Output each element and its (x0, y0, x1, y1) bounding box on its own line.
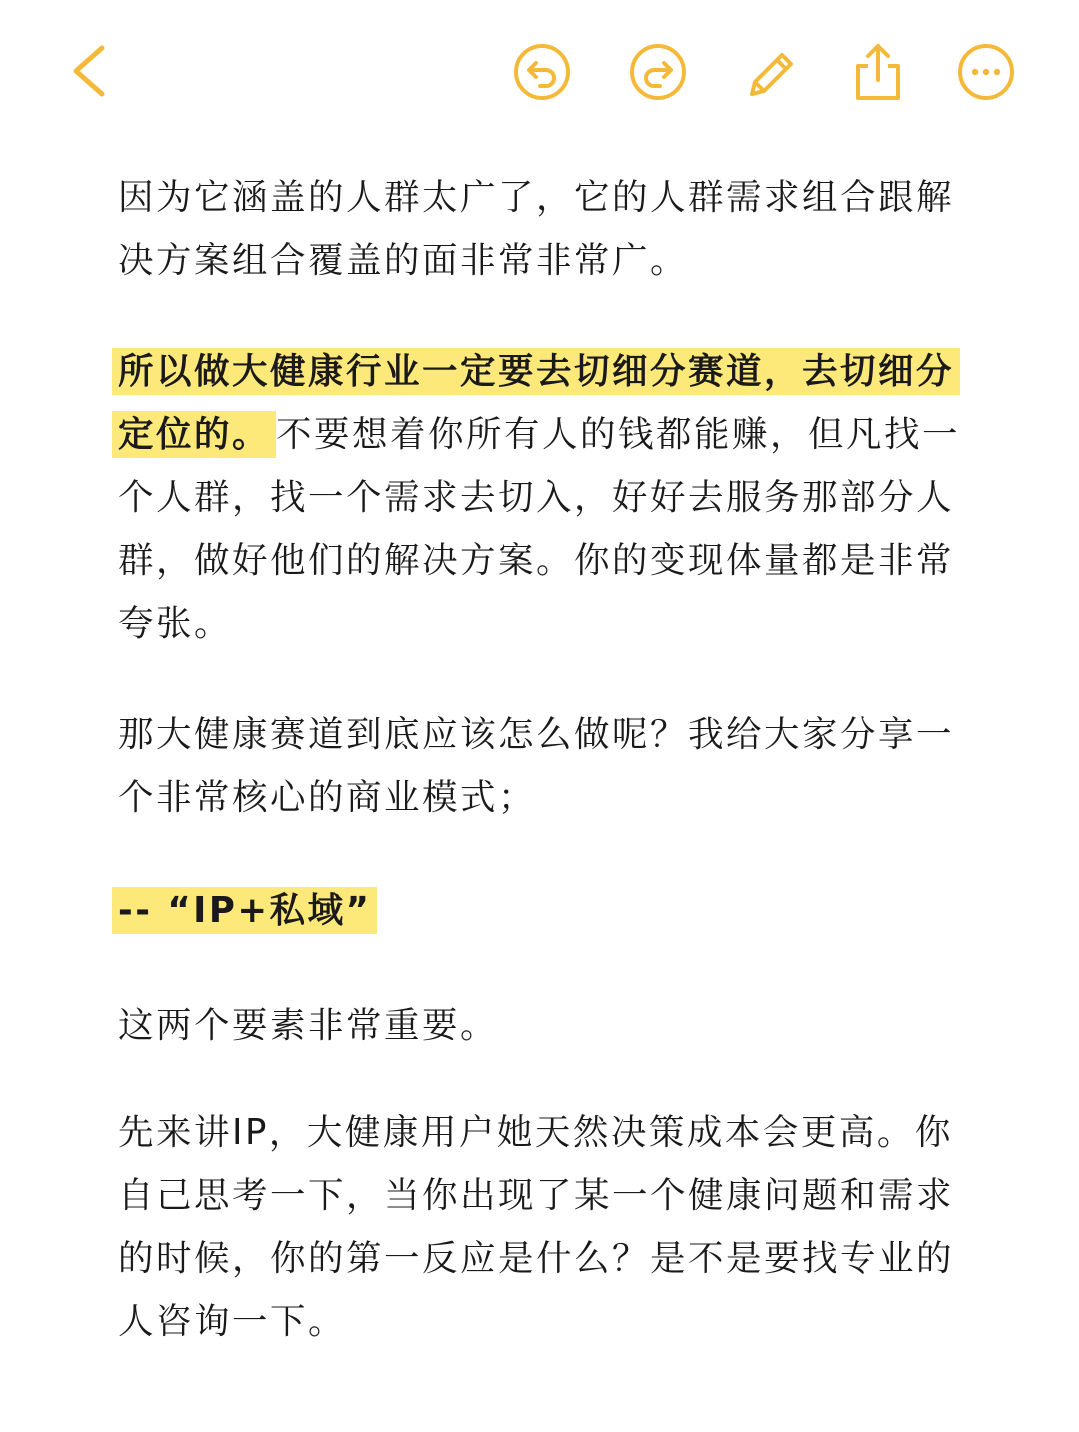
paragraph-6: 先来讲IP，大健康用户她天然决策成本会更高。你自己思考一下，当你出现了某一个健康问题和需求的时候，你的第一反应是什么？是不是要找专业的人咨询一下。 (118, 1112, 955, 1342)
more-button[interactable] (956, 42, 1016, 102)
paragraph-3: 那大健康赛道到底应该怎么做呢？我给大家分享一个非常核心的商业模式； (118, 714, 955, 818)
more-icon (956, 42, 1016, 102)
paragraph-2 (118, 340, 968, 655)
pencil-icon (742, 42, 800, 102)
highlighted-heading: -- “IP+私域” (112, 887, 377, 934)
note-body[interactable] (118, 166, 968, 1353)
paragraph-5: 这两个要素非常重要。 (118, 1005, 499, 1046)
share-button[interactable] (850, 40, 906, 104)
edit-button[interactable] (742, 42, 800, 102)
back-button[interactable] (62, 40, 118, 102)
paragraph-2-text: 不要想着你所有人的钱都能赚，但凡找一个人群，找一个需求去切入，好好去服务那部分人群，做好他们的解决方案。你的变现体量都是非常夸张。 (118, 414, 961, 644)
chevron-left-icon (62, 40, 118, 102)
undo-button[interactable] (512, 42, 572, 102)
highlighted-text: 所以做大健康行业一定要去切细分赛道，去切细分定位的。 (112, 348, 960, 458)
share-icon (850, 40, 906, 104)
redo-button[interactable] (628, 42, 688, 102)
paragraph-1: 因为它涵盖的人群太广了，它的人群需求组合跟解决方案组合覆盖的面非常非常广。 (118, 177, 955, 281)
note-toolbar (0, 0, 1079, 140)
paragraph-4 (118, 879, 968, 942)
undo-icon (512, 42, 572, 102)
redo-icon (628, 42, 688, 102)
